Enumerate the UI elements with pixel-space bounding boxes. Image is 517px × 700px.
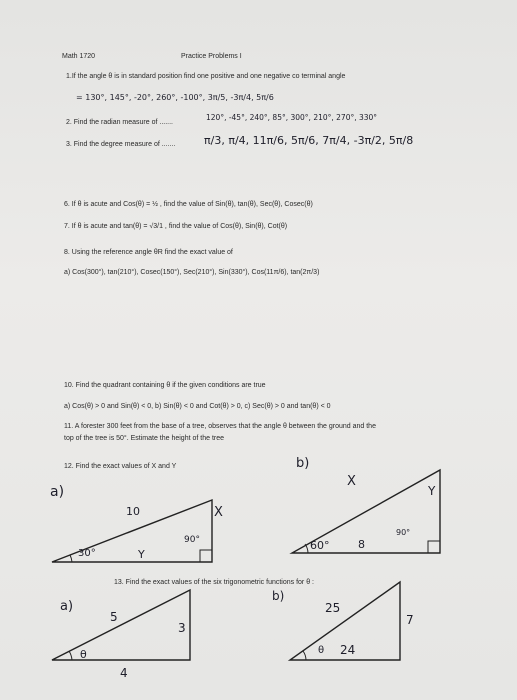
q12a-hyp: 10: [126, 505, 140, 518]
worksheet-title: Practice Problems I: [181, 53, 242, 60]
q13a-side: 3: [178, 621, 186, 635]
course-label: Math 1720: [62, 53, 96, 60]
q12a-side: X: [214, 505, 223, 520]
q13a-hyp: 5: [110, 610, 118, 624]
q11-line-1: 11. A forester 300 feet from the base of a tree, observes that the angle θ between the ground and the: [64, 423, 376, 430]
q13b-theta: θ: [318, 645, 325, 656]
q12a-right: 90°: [184, 535, 200, 545]
q13b-side: 7: [406, 613, 414, 627]
q12b-base: 8: [358, 538, 365, 551]
q13-prompt: 13. Find the exact values of the six trigonometric functions for θ :: [114, 579, 314, 586]
q8-list: a) Cos(300°), tan(210°), Cosec(150°), Sec(210°), Sin(330°), Cos(11π/6), tan(2π/3): [64, 269, 320, 276]
q2-prompt: 2. Find the radian measure of .......: [66, 119, 173, 126]
q3-prompt: 3. Find the degree measure of .......: [66, 141, 176, 148]
q12a-label: a): [50, 484, 65, 500]
q13a-label: a): [60, 599, 74, 614]
q12b-hyp: X: [347, 474, 356, 489]
q13b-base: 24: [340, 643, 356, 657]
q12a-base: Y: [138, 548, 145, 561]
q10-parts: a) Cos(θ) > 0 and Sin(θ) < 0, b) Sin(θ) < 0 and Cot(θ) > 0, c) Sec(θ) > 0 and tan(θ) < 0: [64, 403, 331, 410]
q1-angle-list: = 130°, 145°, -20°, 260°, -100°, 3π/5, -3π/4, 5π/6: [76, 93, 274, 102]
q10-prompt: 10. Find the quadrant containing θ if the given conditions are true: [64, 382, 266, 389]
q12b-right: 90°: [396, 528, 411, 537]
q2-angle-list: 120°, -45°, 240°, 85°, 300°, 210°, 270°, 330°: [206, 113, 378, 122]
q12a-angle: 30°: [78, 548, 96, 559]
q13b-label: b): [272, 589, 285, 603]
q13b-hyp: 25: [325, 601, 341, 615]
q6-text: 6. If θ is acute and Cos(θ) = ½ , find the value of Sin(θ), tan(θ), Sec(θ), Cosec(θ): [64, 201, 313, 208]
q12b-angle: 60°: [310, 539, 330, 552]
q12b-label: b): [296, 456, 310, 471]
q8-prompt: 8. Using the reference angle θR find the exact value of: [64, 249, 233, 256]
q1-prompt: 1.If the angle θ is in standard position find one positive and one negative co terminal angle: [66, 73, 346, 80]
q11-line-2: top of the tree is 50°. Estimate the height of the tree: [64, 435, 225, 442]
q13a-theta: θ: [80, 648, 87, 661]
q13a-base: 4: [120, 666, 128, 680]
q12b-side: Y: [428, 484, 436, 498]
q3-angle-list: π/3, π/4, 11π/6, 5π/6, 7π/4, -3π/2, 5π/8: [204, 134, 414, 147]
q12-prompt: 12. Find the exact values of X and Y: [64, 463, 177, 470]
q7-text: 7. If θ is acute and tan(θ) = √3/1 , find the value of Cos(θ), Sin(θ), Cot(θ): [64, 223, 288, 230]
